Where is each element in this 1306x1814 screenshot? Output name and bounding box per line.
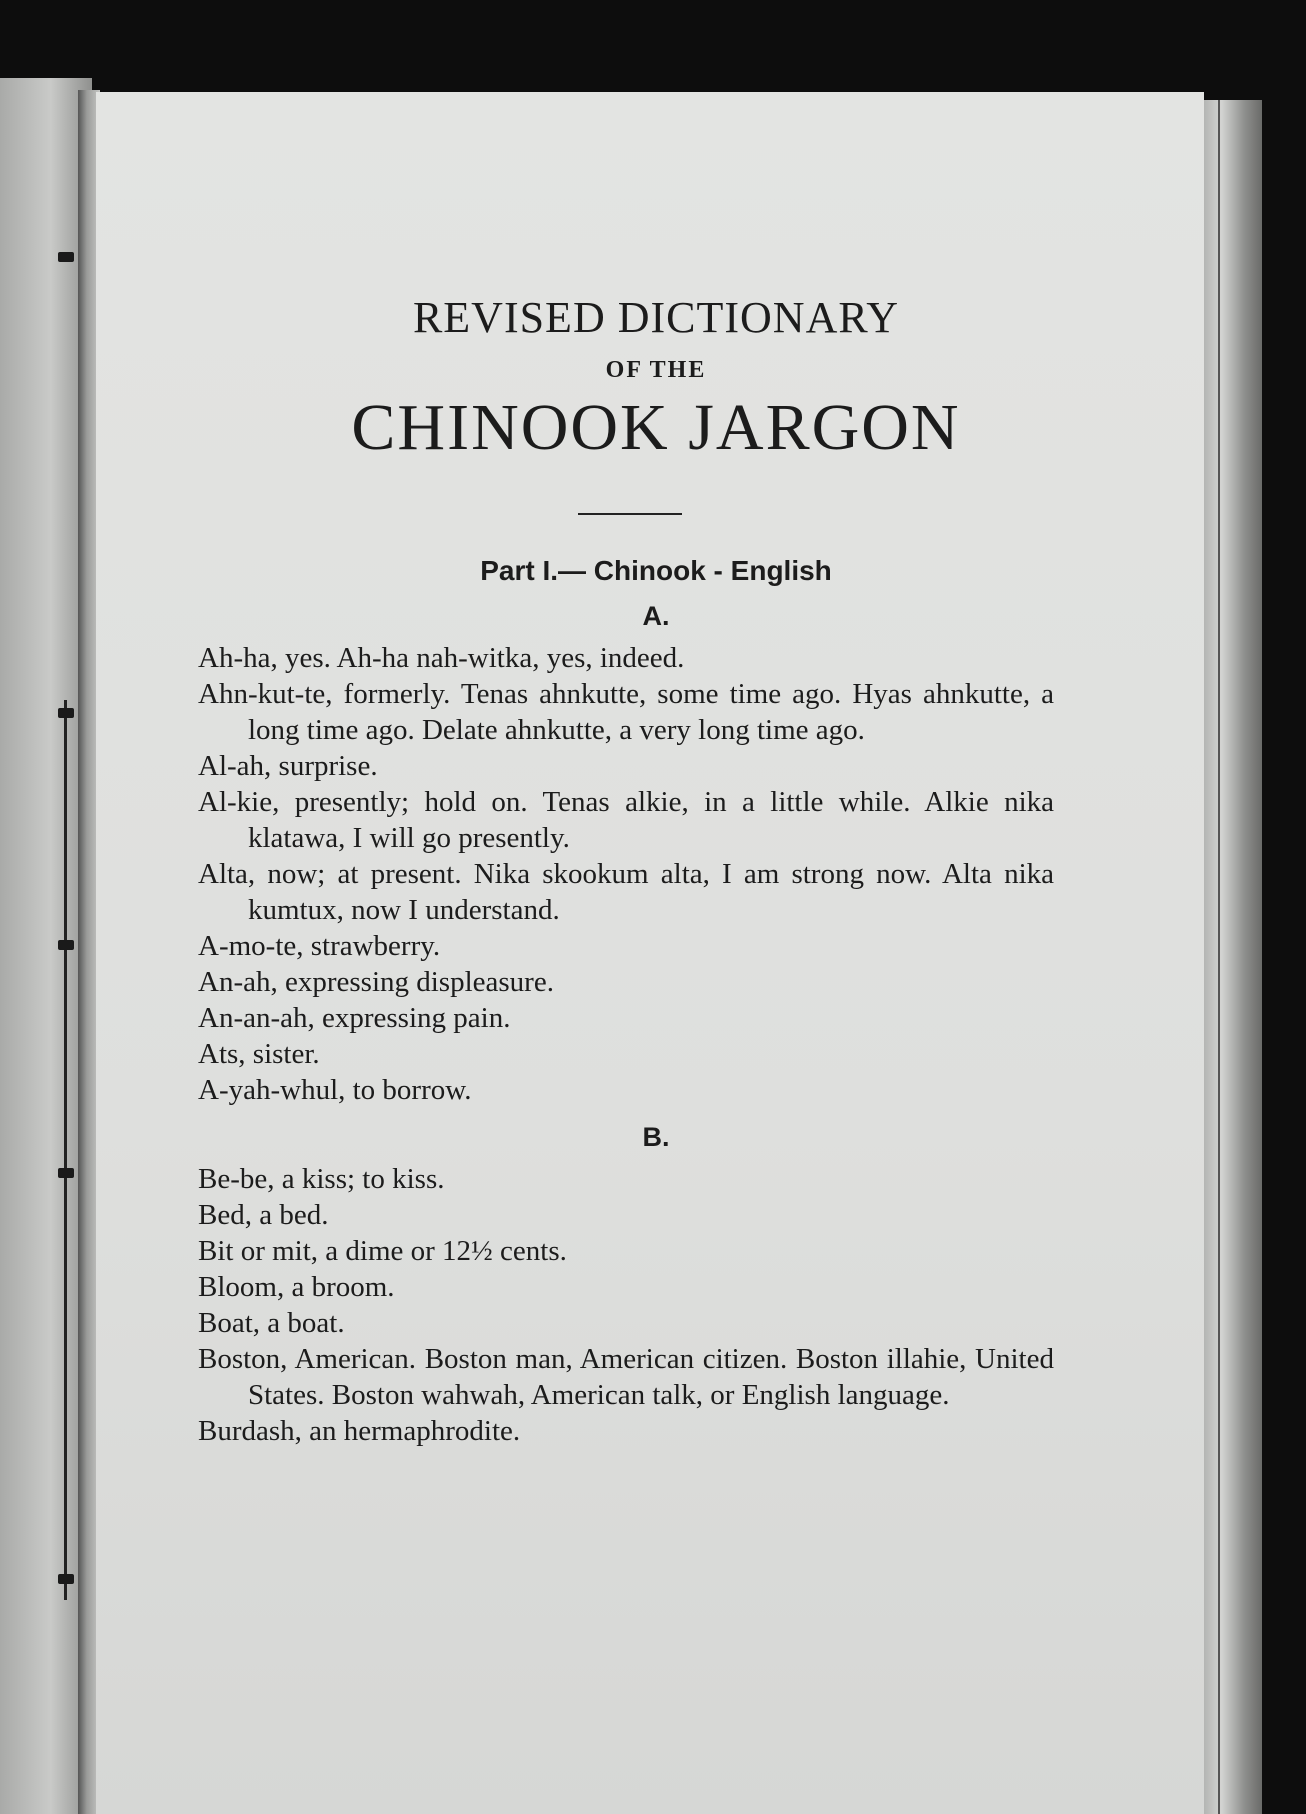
binding-stitch xyxy=(58,1168,74,1178)
dictionary-entry: Boston, American. Boston man, American citizen. Boston illahie, United States. Boston wahwah, American talk, or English language. xyxy=(198,1342,1054,1411)
dictionary-entry: A-yah-whul, to borrow. xyxy=(198,1073,472,1106)
part-heading: Part I.— Chinook - English xyxy=(480,554,832,586)
title-line-2: OF THE xyxy=(605,357,707,383)
dictionary-entry: Ats, sister. xyxy=(198,1037,320,1070)
dictionary-entry: Burdash, an hermaphrodite. xyxy=(198,1414,521,1447)
binding-thread xyxy=(64,700,67,1600)
dictionary-entry: An-an-ah, expressing pain. xyxy=(198,1001,511,1034)
dictionary-entry: An-ah, expressing displeasure. xyxy=(198,965,554,998)
dictionary-entry: Bit or mit, a dime or 12½ cents. xyxy=(198,1234,567,1267)
dictionary-entry: Bed, a bed. xyxy=(198,1198,329,1231)
dictionary-entry: Boat, a boat. xyxy=(198,1306,345,1339)
section-b xyxy=(198,1122,1054,1449)
section-letter: B. xyxy=(642,1121,670,1152)
section-letter: A. xyxy=(642,600,670,631)
dictionary-entry: Ahn-kut-te, formerly. Tenas ahnkutte, some time ago. Hyas ahnkutte, a long time ago. Delate ahnkutte, a very long time ago. xyxy=(198,677,1054,746)
dictionary-entry: Al-kie, presently; hold on. Tenas alkie, in a little while. Alkie nika klatawa, I will go presently. xyxy=(198,785,1054,854)
binding-stitch xyxy=(58,708,74,718)
binding-stitch xyxy=(58,252,74,262)
page-content xyxy=(198,270,1054,1449)
title-line-3: CHINOOK JARGON xyxy=(351,391,961,464)
title-line-1: REVISED DICTIONARY xyxy=(412,293,900,342)
page-stack-edge xyxy=(1204,100,1262,1814)
dictionary-entry: Ah-ha, yes. Ah-ha nah-witka, yes, indeed. xyxy=(198,641,685,674)
title-rule xyxy=(578,513,682,515)
dictionary-entry: Alta, now; at present. Nika skookum alta, I am strong now. Alta nika kumtux, now I understand. xyxy=(198,857,1054,926)
section-a xyxy=(198,601,1054,1108)
dictionary-entry: A-mo-te, strawberry. xyxy=(198,929,441,962)
binding-stitch xyxy=(58,940,74,950)
dictionary-entry: Al-ah, surprise. xyxy=(198,749,378,782)
binding-stitch xyxy=(58,1574,74,1584)
dictionary-entry: Be-be, a kiss; to kiss. xyxy=(198,1162,445,1195)
dictionary-entry: Bloom, a broom. xyxy=(198,1270,395,1303)
